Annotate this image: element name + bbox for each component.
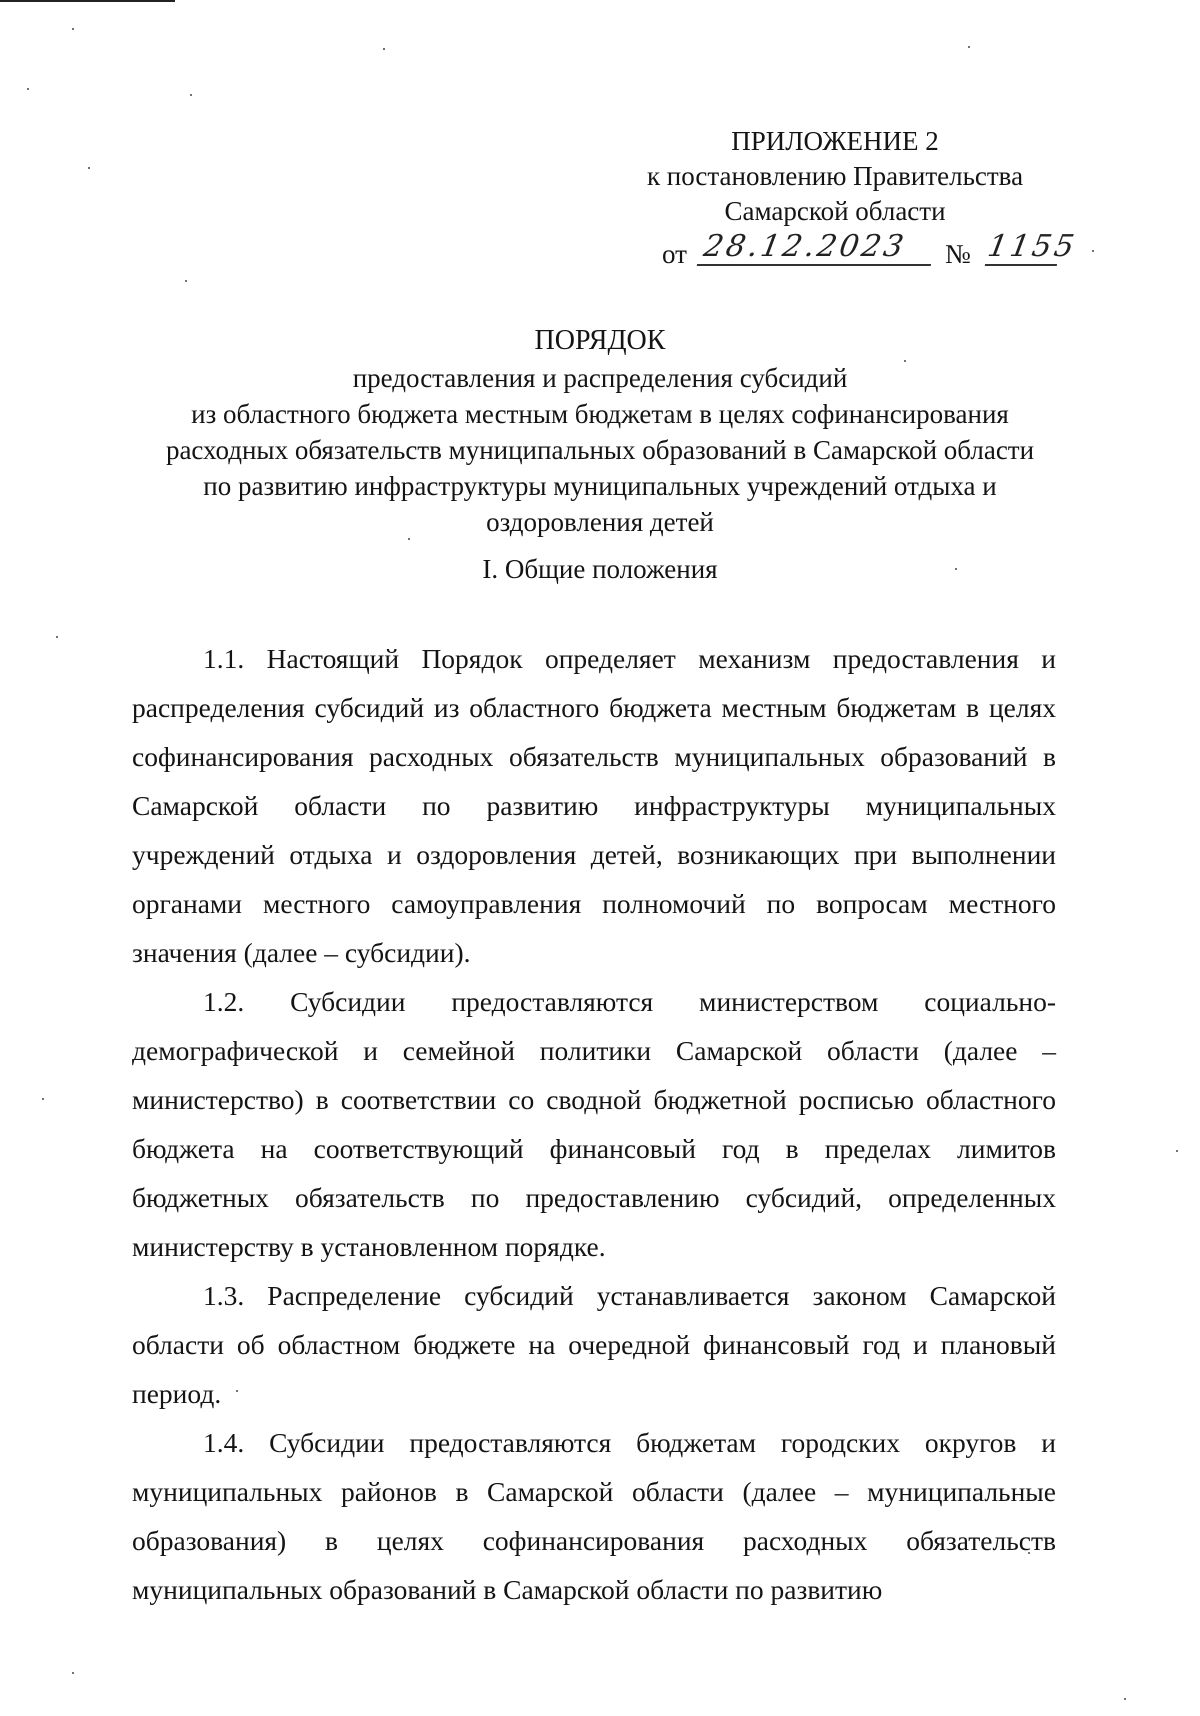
paragraph-1-1: 1.1. Настоящий Порядок определяет механизм предоставления и распределения субсидий из областного бюджета местным бюджетам в целях софинансирования расходных обязательств муниципальных образований в Самарской области по развитию инфраструктуры муниципальных учреждений отдыха и оздоровления детей, возникающих при выполнении органами местного самоуправления полномочий по вопросам местного значения (далее – субсидии). [132, 643, 1056, 968]
scan-speck [72, 28, 74, 30]
document-body [132, 634, 1056, 1614]
scan-speck [190, 94, 192, 96]
appendix-header [600, 124, 1080, 273]
appendix-line-region: Самарской области [724, 196, 946, 226]
scan-speck [72, 1672, 74, 1674]
handwritten-number: 1155 [985, 229, 1080, 264]
date-prefix: от [662, 239, 687, 269]
appendix-date-row [600, 229, 1080, 273]
scan-speck [1092, 250, 1094, 252]
document-title-block [120, 323, 1080, 540]
document-subtitle-line: предоставления и распределения субсидий [352, 363, 848, 393]
scan-speck [88, 167, 90, 169]
handwritten-date: 28.12.2023 [697, 229, 938, 266]
document-subtitle-line: по развитию инфраструктуры муниципальных учреждений отдыха и [203, 471, 997, 501]
scan-edge-line [0, 0, 175, 2]
scan-speck [185, 280, 187, 282]
scan-speck [27, 88, 29, 90]
scan-speck [42, 1098, 44, 1100]
document-title: ПОРЯДОК [534, 325, 666, 356]
paragraph-1-3: 1.3. Распределение субсидий устанавливается законом Самарской области об областном бюджете на очередной финансовый год и плановый период. [132, 1280, 1056, 1409]
paragraph-1-2: 1.2. Субсидии предоставляются министерством социально-демографической и семейной политики Самарской области (далее – министерство) в соответствии со сводной бюджетной росписью областного бюджета на соответствующий финансовый год в пределах лимитов бюджетных обязательств по предоставлению субсидий, определенных министерству в установленном порядке. [132, 986, 1056, 1262]
scan-speck [56, 636, 58, 638]
number-prefix: № [945, 239, 971, 269]
document-subtitle-line: из областного бюджета местным бюджетам в целях софинансирования [191, 399, 1009, 429]
appendix-title: ПРИЛОЖЕНИЕ 2 [731, 126, 939, 156]
scan-speck [1176, 1150, 1178, 1152]
scan-speck [968, 46, 970, 48]
section-heading: I. Общие положения [482, 554, 718, 584]
paragraph-1-4: 1.4. Субсидии предоставляются бюджетам городских округов и муниципальных районов в Самарской области (далее – муниципальные образования) в целях софинансирования расходных обязательств муниципальных образований в Самарской области по развитию [132, 1427, 1056, 1605]
document-subtitle-line: оздоровления детей [486, 507, 714, 537]
appendix-line-resolution: к постановлению Правительства [646, 161, 1024, 191]
scan-speck [383, 48, 385, 50]
document-subtitle-line: расходных обязательств муниципальных образований в Самарской области [165, 435, 1035, 465]
scan-speck [1124, 1698, 1126, 1700]
